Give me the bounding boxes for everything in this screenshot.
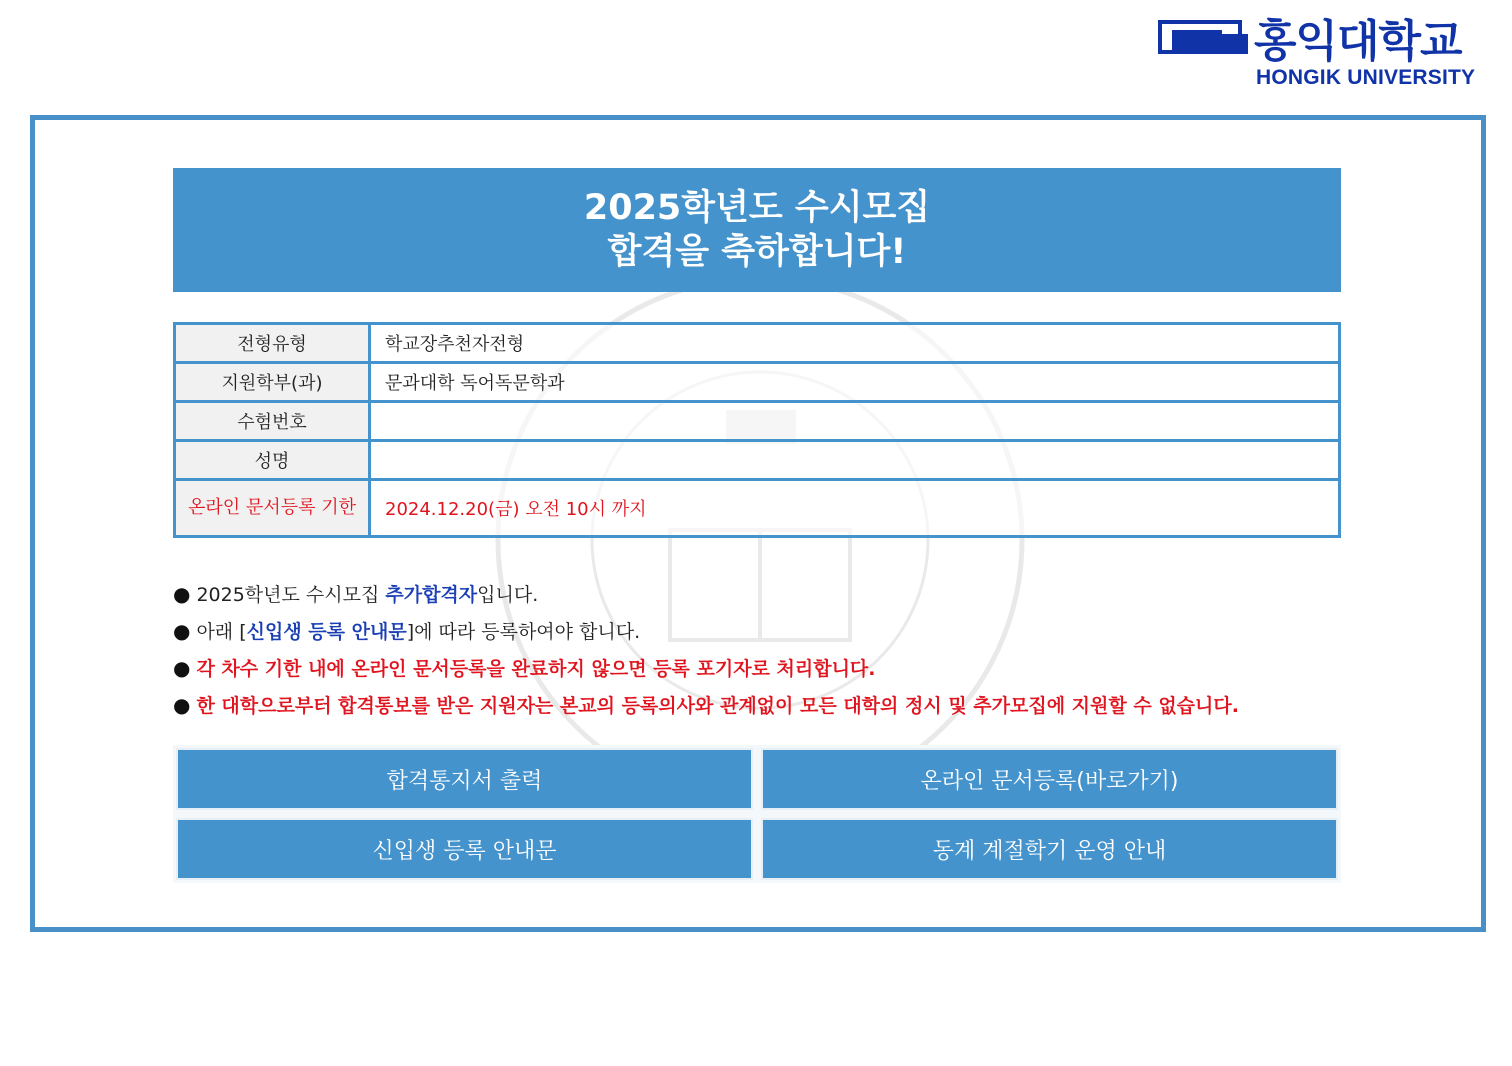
table-row [175,402,1340,441]
table-row [175,480,1340,537]
document-deadline-label: 온라인 문서등록 기한 [175,480,370,537]
freshman-registration-guide-button[interactable]: 신입생 등록 안내문 [176,818,753,880]
exam-number-value [370,402,1340,441]
notice-2-suffix: ]에 따라 등록하여야 합니다. [406,621,641,643]
department-label: 지원학부(과) [175,363,370,402]
notice-item [173,653,1373,690]
bullet-icon: ● [173,582,191,606]
department-value: 문과대학 독어독문학과 [370,363,1340,402]
admission-type-label: 전형유형 [175,324,370,363]
notice-1-suffix: 입니다. [477,584,539,606]
notice-1-highlight: 추가합격자 [385,584,478,606]
notice-1-text: 2025학년도 수시모집 [196,584,386,606]
notice-item [173,690,1373,727]
name-label: 성명 [175,441,370,480]
logo-english-text: HONGIK UNIVERSITY [1256,66,1476,89]
name-value [370,441,1340,480]
notice-3-text: 각 차수 기한 내에 온라인 문서등록을 완료하지 않으면 등록 포기자로 처리합니다. [196,658,876,680]
table-row [175,324,1340,363]
notice-4-text: 한 대학으로부터 합격통보를 받은 지원자는 본교의 등록의사와 관계없이 모든 대학의 정시 및 추가모집에 지원할 수 없습니다. [196,695,1239,717]
hongik-logo [1152,12,1487,92]
banner-title: 2025학년도 수시모집 [583,188,931,228]
action-buttons [173,745,1341,883]
document-deadline-value: 2024.12.20(금) 오전 10시 까지 [370,480,1340,537]
notice-2-text: 아래 [ [196,621,247,643]
applicant-info-table [173,322,1341,538]
notice-list [173,579,1373,727]
winter-session-guide-button[interactable]: 동계 계절학기 운영 안내 [761,818,1338,880]
table-row [175,441,1340,480]
logo-korean-text: 홍익대학교 [1254,16,1462,67]
online-document-registration-button[interactable]: 온라인 문서등록(바로가기) [761,748,1338,810]
notice-2-highlight: 신입생 등록 안내문 [246,621,407,643]
hongik-logo-icon [1158,20,1250,58]
result-frame [30,115,1486,932]
notice-item [173,616,1373,653]
table-row [175,363,1340,402]
admission-type-value: 학교장추천자전형 [370,324,1340,363]
bullet-icon: ● [173,693,191,717]
exam-number-label: 수험번호 [175,402,370,441]
congratulations-banner [173,168,1341,292]
banner-subtitle: 합격을 축하합니다! [607,232,907,272]
bullet-icon: ● [173,656,191,680]
notice-item [173,579,1373,616]
bullet-icon: ● [173,619,191,643]
print-acceptance-letter-button[interactable]: 합격통지서 출력 [176,748,753,810]
